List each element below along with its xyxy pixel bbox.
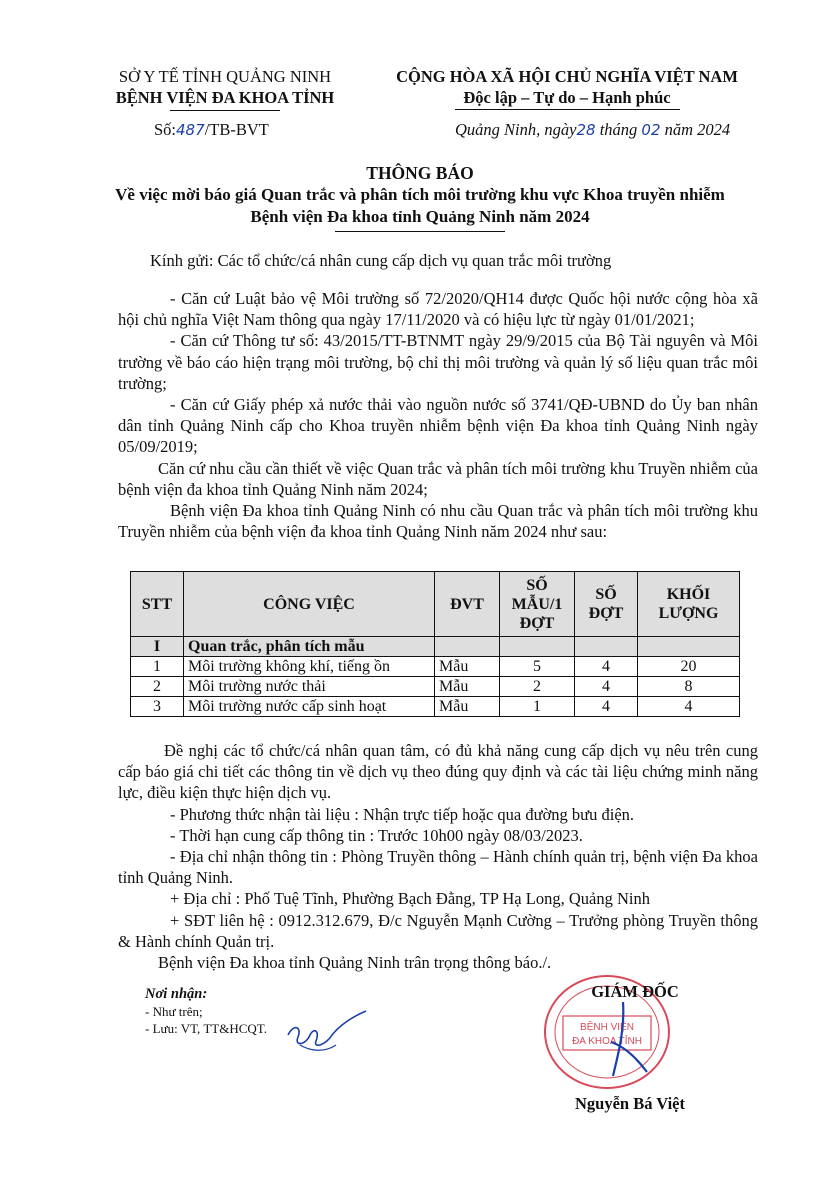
table-cell: Môi trường không khí, tiếng ồn bbox=[184, 657, 435, 677]
table-header-cell: CÔNG VIỆC bbox=[184, 572, 435, 637]
closing-paragraph: Đề nghị các tổ chức/cá nhân quan tâm, có đủ khả năng cung cấp dịch vụ nêu trên cung cấp báo giá chi tiết các thông tin về dịch vụ theo đúng quy định và các tài liệu chứng minh năng lực, điều kiện thực hiện dịch vụ. bbox=[118, 741, 758, 803]
table-cell: 1 bbox=[131, 657, 184, 677]
issuer-block bbox=[95, 66, 355, 111]
place-date bbox=[455, 120, 730, 140]
table-cell: 2 bbox=[131, 677, 184, 697]
signer-name: Nguyễn Bá Việt bbox=[574, 1094, 685, 1113]
basis-paragraph: - Căn cứ Thông tư số: 43/2015/TT-BTNMT ngày 29/9/2015 của Bộ Tài nguyên và Môi trường về báo cáo hiện trạng môi trường, bộ chỉ thị môi trường và quản lý số liệu quan trắc môi trường; bbox=[118, 331, 758, 393]
closing-section bbox=[118, 740, 758, 973]
doc-number-handwritten: 487 bbox=[176, 121, 205, 139]
title-underline bbox=[335, 231, 505, 232]
table-cell: Mẫu bbox=[435, 657, 500, 677]
table-header-cell: SỐ ĐỢT bbox=[575, 572, 638, 637]
table-header-cell: SỐ MẪU/1 ĐỢT bbox=[500, 572, 575, 637]
legal-basis-section bbox=[118, 288, 758, 542]
closing-paragraph: - Địa chỉ nhận thông tin : Phòng Truyền thông – Hành chính quản trị, bệnh viện Đa khoa tỉnh Quảng Ninh. bbox=[118, 847, 758, 888]
issuer-department: SỞ Y TẾ TỈNH QUẢNG NINH bbox=[118, 67, 332, 86]
table-header-cell: KHỐI LƯỢNG bbox=[638, 572, 740, 637]
initials-signature bbox=[280, 1005, 370, 1060]
issuer-underline bbox=[170, 110, 280, 111]
receivers-block bbox=[145, 986, 267, 1037]
table-header-cell: ĐVT bbox=[435, 572, 500, 637]
closing-paragraph: - Thời hạn cung cấp thông tin : Trước 10h00 ngày 08/03/2023. bbox=[170, 825, 583, 845]
title-subject: Về việc mời báo giá Quan trắc và phân tích môi trường khu vực Khoa truyền nhiễm Bệnh viện Đa khoa tỉnh Quảng Ninh năm 2024 bbox=[115, 185, 725, 226]
table-cell: 8 bbox=[638, 677, 740, 697]
table-cell: 5 bbox=[500, 657, 575, 677]
table-cell: Mẫu bbox=[435, 677, 500, 697]
table-header-row bbox=[131, 572, 740, 637]
table-cell: 4 bbox=[575, 657, 638, 677]
closing-paragraph: + SĐT liên hệ : 0912.312.679, Đ/c Nguyễn Mạnh Cường – Trưởng phòng Truyền thông & Hành chính Quản trị. bbox=[118, 910, 758, 951]
receiver-item: - Như trên; bbox=[145, 1004, 203, 1019]
basis-paragraph: Bệnh viện Đa khoa tỉnh Quảng Ninh có nhu cầu Quan trắc và phân tích môi trường khu Truyền nhiễm của bệnh viện đa khoa tỉnh Quảng Ninh năm 2024 như sau: bbox=[118, 501, 758, 542]
table-cell: I bbox=[131, 637, 184, 657]
nation-motto: Độc lập – Tự do – Hạnh phúc bbox=[463, 88, 671, 107]
document-number bbox=[154, 120, 269, 140]
table-cell: 2 bbox=[500, 677, 575, 697]
table-header-cell: STT bbox=[131, 572, 184, 637]
table-cell: 20 bbox=[638, 657, 740, 677]
place-prefix: Quảng Ninh, ngày bbox=[455, 120, 577, 139]
motto-underline bbox=[455, 109, 680, 110]
table-cell: Môi trường nước cấp sinh hoạt bbox=[184, 697, 435, 717]
issuer-hospital: BỆNH VIỆN ĐA KHOA TỈNH bbox=[115, 88, 335, 107]
table-cell: Môi trường nước thải bbox=[184, 677, 435, 697]
basis-paragraph: - Căn cứ Luật bảo vệ Môi trường số 72/2020/QH14 được Quốc hội nước cộng hòa xã hội chủ nghĩa Việt Nam thông qua ngày 17/11/2020 và có hiệu lực từ ngày 01/01/2021; bbox=[118, 289, 758, 330]
recipient-line: Kính gửi: Các tổ chức/cá nhân cung cấp dịch vụ quan trắc môi trường bbox=[150, 251, 612, 270]
table-cell: 3 bbox=[131, 697, 184, 717]
doc-number-prefix: Số: bbox=[154, 120, 177, 139]
stamp-line: BỆNH VIỆN bbox=[580, 1022, 634, 1033]
table-cell: 4 bbox=[638, 697, 740, 717]
signer-title: GIÁM ĐỐC bbox=[591, 982, 679, 1001]
day-handwritten: 28 bbox=[576, 121, 596, 139]
receiver-item: - Lưu: VT, TT&HCQT. bbox=[145, 1021, 267, 1036]
table-section-row bbox=[131, 637, 740, 657]
title-heading: THÔNG BÁO bbox=[366, 163, 474, 183]
closing-paragraph: + Địa chỉ : Phố Tuệ Tĩnh, Phường Bạch Đằng, TP Hạ Long, Quảng Ninh bbox=[170, 889, 650, 909]
closing-paragraph: Bệnh viện Đa khoa tỉnh Quảng Ninh trân trọng thông báo./. bbox=[158, 953, 552, 973]
basis-paragraph: - Căn cứ Giấy phép xả nước thải vào nguồn nước số 3741/QĐ-UBND do Ủy ban nhân dân tỉnh Quảng Ninh cấp cho Khoa truyền nhiễm bệnh viện Đa khoa tỉnh Quảng Ninh ngày 05/09/2019; bbox=[118, 395, 758, 457]
table-cell: 4 bbox=[575, 697, 638, 717]
work-table bbox=[130, 571, 740, 717]
table-cell bbox=[500, 637, 575, 657]
national-motto-block bbox=[362, 66, 772, 110]
month-prefix: tháng bbox=[595, 120, 642, 139]
table-row bbox=[131, 697, 740, 717]
receivers-heading: Nơi nhận: bbox=[145, 986, 208, 1002]
table-row bbox=[131, 677, 740, 697]
year-text: năm 2024 bbox=[660, 120, 731, 139]
doc-number-suffix: /TB-BVT bbox=[204, 120, 269, 139]
closing-paragraph: - Phương thức nhận tài liệu : Nhận trực tiếp hoặc qua đường bưu điện. bbox=[170, 804, 635, 824]
table-cell: Quan trắc, phân tích mẫu bbox=[184, 637, 435, 657]
nation-name: CỘNG HÒA XÃ HỘI CHỦ NGHĨA VIỆT NAM bbox=[396, 67, 738, 86]
table-cell: 1 bbox=[500, 697, 575, 717]
stamp-line: ĐA KHOA TỈNH bbox=[572, 1036, 642, 1047]
table-cell: Mẫu bbox=[435, 697, 500, 717]
basis-paragraph: Căn cứ nhu cầu cần thiết về việc Quan trắc và phân tích môi trường khu Truyền nhiễm của bệnh viện đa khoa tỉnh Quảng Ninh năm 2024; bbox=[118, 458, 758, 499]
table-cell bbox=[435, 637, 500, 657]
table-cell bbox=[575, 637, 638, 657]
table-row bbox=[131, 657, 740, 677]
month-handwritten: 02 bbox=[641, 121, 661, 139]
document-title bbox=[100, 162, 740, 232]
table-cell bbox=[638, 637, 740, 657]
table-cell: 4 bbox=[575, 677, 638, 697]
